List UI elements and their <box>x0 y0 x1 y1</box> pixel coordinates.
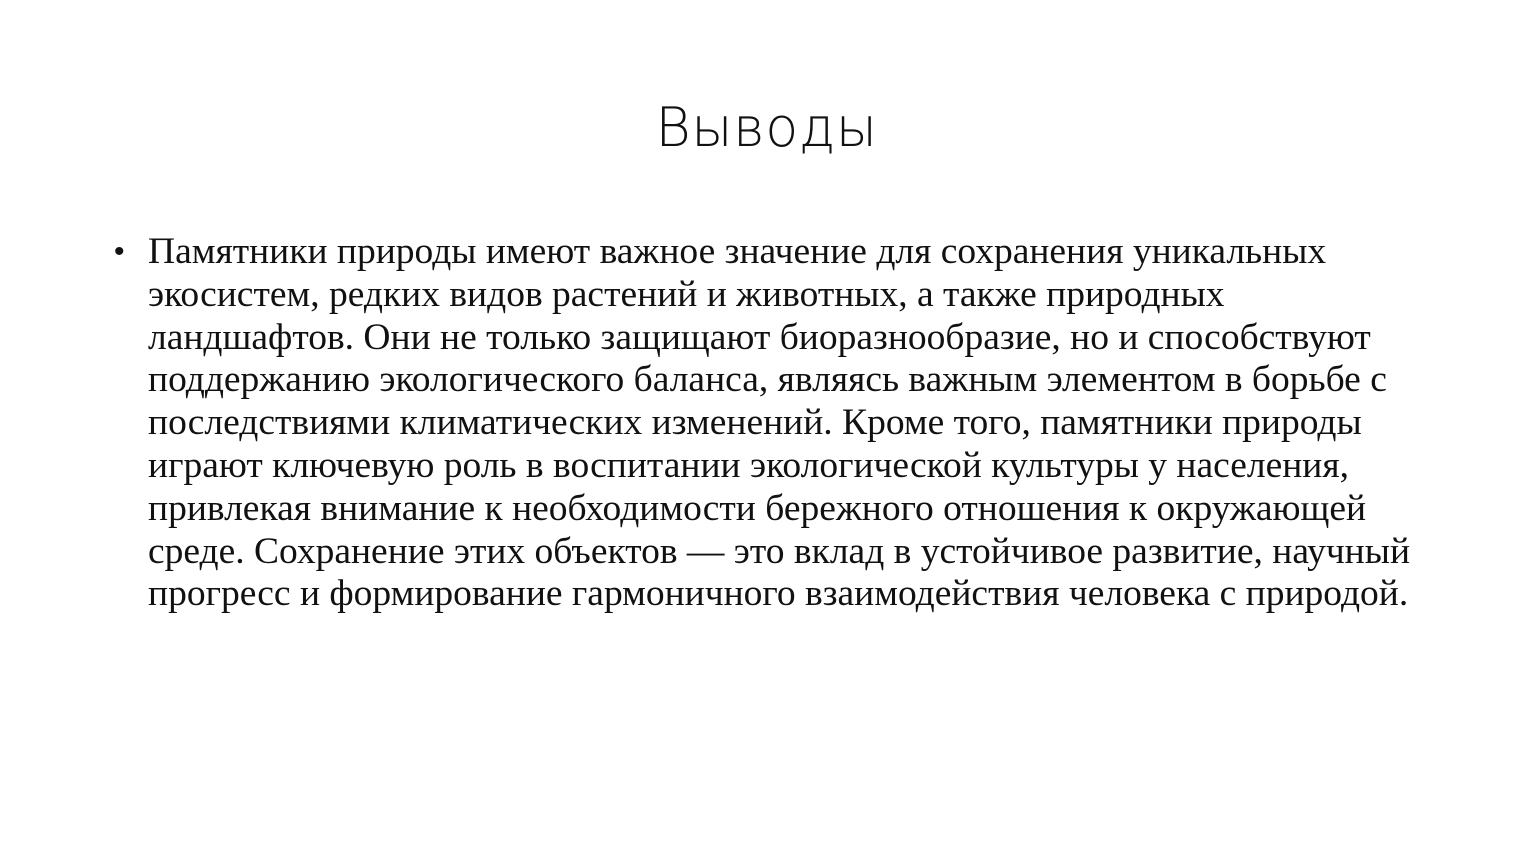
bullet-item <box>112 231 1432 616</box>
slide-title: Выводы <box>655 96 878 159</box>
bullet-text: Памятники природы имеют важное значение для сохранения уникальных экосистем, редких видов растений и животных, а также природных ландшафтов. Они не только защищают биоразнообразие, но и способствуют поддержанию экологического баланса, являясь важным элементом в борьбе с последствиями климатических изменений. Кроме того, памятники природы играют ключевую роль в воспитании экологической культуры у населения, привлекая внимание к необходимости бережного отношения к окружающей среде. Сохранение этих объектов — это вклад в устойчивое развитие, научный прогресс и формирование гармоничного взаимодействия человека с природой. <box>148 231 1411 615</box>
bullet-icon: • <box>114 235 125 268</box>
slide-content <box>112 231 1432 616</box>
